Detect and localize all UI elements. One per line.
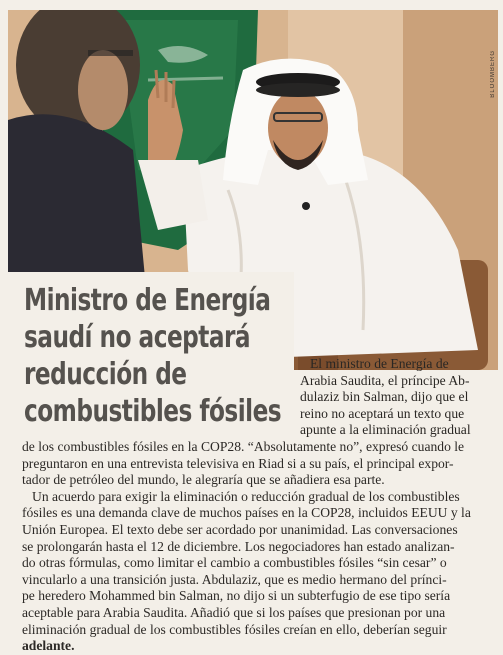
body-line: se prolongarán hasta el 12 de diciembre. Los negociadores han estado analizan- (22, 538, 455, 554)
headline-line: combustibles fósiles (24, 394, 282, 429)
body-line: Unión Europea. El texto debe ser acordado por unanimidad. Las conversaciones (22, 521, 458, 537)
intro-line: Arabia Saudita, el príncipe Ab- (300, 372, 470, 388)
intro-line: El ministro de Energía de (310, 356, 449, 371)
body-line: eliminación gradual de los combustibles fósiles creían en ello, deberían seguir (22, 621, 447, 637)
body-line: vincularlo a una transición justa. Abdulaziz, que es medio hermano del prínci- (22, 571, 447, 587)
headline-line: Ministro de Energía (24, 283, 271, 318)
body-line: fósiles es una demanda clave de muchos países en la COP28, incluidos EEUU y la (22, 505, 471, 521)
body-line: do otras fórmulas, como limitar el cambio a combustibles fósiles “sin cesar” o (22, 555, 447, 571)
body-line: pe heredero Mohammed bin Salman, no dijo si un subterfugio de ese tipo sería (22, 588, 451, 604)
article-headline (24, 282, 292, 430)
body-line: aceptable para Arabia Saudita. Añadió que si los países que presionan por una (22, 604, 446, 620)
intro-line: apunte a la eliminación gradual (300, 422, 471, 438)
intro-line: dulaziz bin Salman, dijo que el (300, 389, 469, 405)
headline-line: saudí no aceptará (24, 320, 251, 355)
intro-line: reino no aceptará un texto que (300, 405, 465, 421)
body-line: adelante. (22, 638, 75, 654)
body-line: de los combustibles fósiles en la COP28. “Absolutamente no”, expresó cuando le (22, 439, 465, 454)
article-intro-column (300, 356, 490, 439)
photo-credit: BLOOMBERG (490, 50, 496, 98)
body-line: preguntaron en una entrevista televisiva en Riad si a su país, el principal expor- (22, 455, 454, 471)
body-line: Un acuerdo para exigir la eliminación o reducción gradual de los combustibles (32, 488, 460, 504)
headline-line: reducción de (24, 357, 187, 392)
article-body (22, 439, 494, 655)
body-line: tador de petróleo del mundo, le alegraría que se añadiera esa parte. (22, 472, 385, 488)
